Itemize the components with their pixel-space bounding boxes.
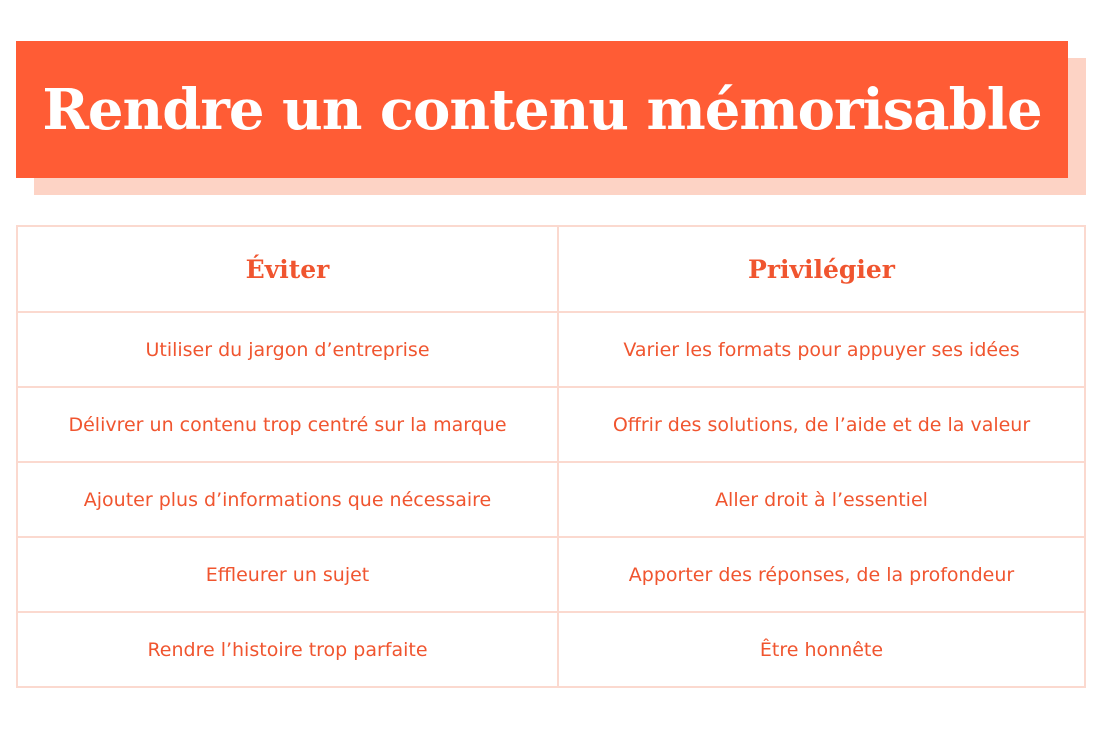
column-header-avoid: Éviter: [17, 226, 558, 312]
table-row: [17, 387, 1085, 462]
avoid-cell: Effleurer un sujet: [17, 537, 558, 612]
avoid-cell: Utiliser du jargon d’entreprise: [17, 312, 558, 387]
table-row: [17, 612, 1085, 687]
avoid-cell: Rendre l’histoire trop parfaite: [17, 612, 558, 687]
prefer-cell: Varier les formats pour appuyer ses idées: [558, 312, 1085, 387]
avoid-cell: Ajouter plus d’informations que nécessaire: [17, 462, 558, 537]
table-header-row: [17, 226, 1085, 312]
title-banner: [16, 41, 1068, 178]
table-row: [17, 537, 1085, 612]
column-header-prefer: Privilégier: [558, 226, 1085, 312]
page-title: Rendre un contenu mémorisable: [42, 76, 1042, 143]
prefer-cell: Être honnête: [558, 612, 1085, 687]
prefer-cell: Offrir des solutions, de l’aide et de la valeur: [558, 387, 1085, 462]
table-row: [17, 462, 1085, 537]
avoid-cell: Délivrer un contenu trop centré sur la marque: [17, 387, 558, 462]
prefer-cell: Apporter des réponses, de la profondeur: [558, 537, 1085, 612]
comparison-table: [16, 225, 1086, 688]
table-row: [17, 312, 1085, 387]
prefer-cell: Aller droit à l’essentiel: [558, 462, 1085, 537]
